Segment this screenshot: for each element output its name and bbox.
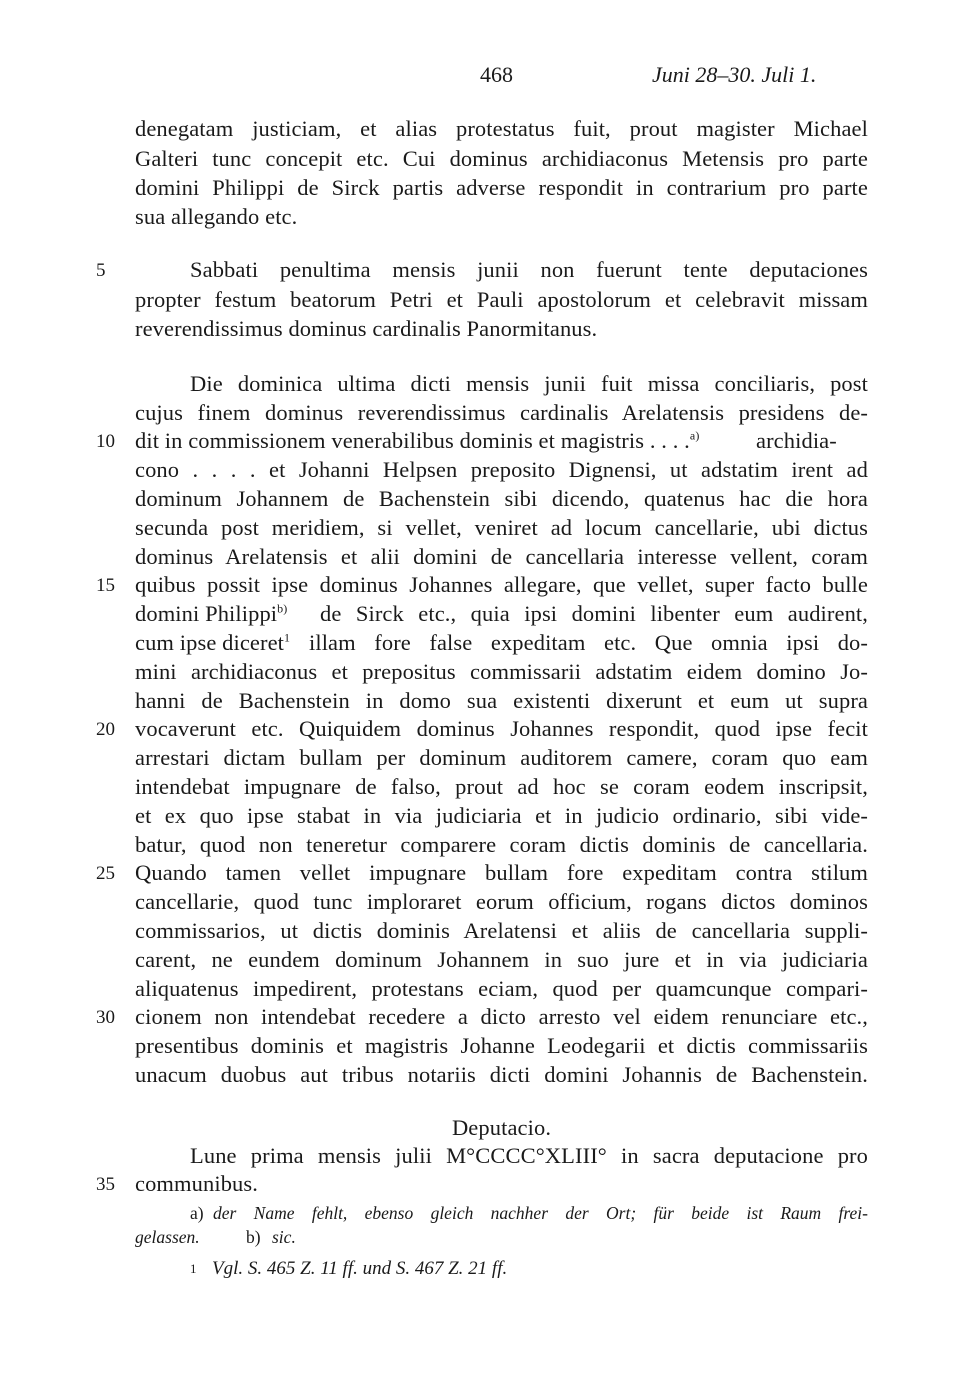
footnote-b-text: sic. — [272, 1227, 296, 1247]
text-line: cujus finem dominus reverendissimus cardinalis Arelatensis presidens de- — [135, 400, 868, 425]
text-line: cionem non intendebat recedere a dicto arresto vel eidem renunciare etc., — [135, 1004, 868, 1029]
text-line: secunda post meridiem, si vellet, veniret ad locum cancellarie, ubi dictus — [135, 515, 868, 540]
text-line: vocaverunt etc. Quiquidem dominus Johannes respondit, quod ipse fecit — [135, 716, 868, 741]
text-line: Quando tamen vellet impugnare bullam fore expeditam contra stilum — [135, 860, 868, 885]
text-line: dominus Arelatensis et alii domini de cancellaria interesse vellent, coram — [135, 544, 868, 569]
text-line: cono . . . . et Johanni Helpsen preposito Dignensi, ut adstatim irent ad — [135, 457, 868, 482]
text-line: domini Philippi de Sirck partis adverse respondit in contrarium pro parte — [135, 175, 868, 200]
text-line: hanni de Bachenstein in domo sua existenti dixerunt et eum ut supra — [135, 688, 868, 713]
footnote-1-text: Vgl. S. 465 Z. 11 ff. und S. 467 Z. 21 ff. — [212, 1258, 508, 1279]
text-line: batur, quod non teneretur comparere coram dictis dominis de cancellaria. — [135, 832, 868, 857]
text-line: Die dominica ultima dicti mensis junii fuit missa conciliaris, post — [190, 371, 868, 396]
footnote-a-continuation: gelassen. — [135, 1227, 200, 1247]
text-line — [135, 629, 290, 656]
text-line: intendebat impugnare de falso, prout ad hoc se coram eodem inscripsit, — [135, 774, 868, 799]
text-line: commissarios, ut dictis dominis Arelatensi et aliis de cancellaria suppli- — [135, 918, 868, 943]
text-line: quibus possit ipse dominus Johannes allegare, que vellet, super facto bulle — [135, 572, 868, 597]
text-segment: domini Philippi — [135, 601, 278, 626]
text-segment: cum ipse diceret — [135, 630, 285, 655]
text-line: mini archidiaconus et prepositus commissarii adstatim eidem domino Jo- — [135, 659, 868, 684]
text-line: sua allegando etc. — [135, 204, 298, 229]
footnote-a-mark: a) — [190, 1203, 204, 1223]
footnote-1-mark: 1 — [190, 1261, 197, 1276]
margin-line-number: 10 — [96, 431, 115, 452]
text-line: presentibus dominis et magistris Johanne Leodegarii et dictis commissariis — [135, 1033, 868, 1058]
text-segment: archidia- — [756, 428, 837, 453]
text-line: propter festum beatorum Petri et Pauli apostolorum et celebravit missam — [135, 287, 868, 312]
text-line: et ex quo ipse stabat in via judiciaria et in judicio ordinario, sibi vide- — [135, 803, 868, 828]
footnote-a-text: der Name fehlt, ebenso gleich nachher der Ort; für beide ist Raum frei- — [213, 1203, 868, 1223]
text-line: unacum duobus aut tribus notariis dicti domini Johannis de Bachenstein. — [135, 1062, 868, 1087]
margin-line-number: 35 — [96, 1174, 115, 1195]
footnote-ref-a: a) — [689, 428, 700, 443]
text-line: cancellarie, quod tunc imploraret eorum officium, rogans dictos dominos — [135, 889, 868, 914]
page-number: 468 — [480, 62, 513, 87]
text-line: arrestari dictam bullam per dominum auditorem camere, coram quo eam — [135, 745, 868, 770]
text-line: communibus. — [135, 1171, 258, 1196]
margin-line-number: 5 — [96, 260, 106, 281]
text-line: dominum Johannem de Bachenstein sibi dicendo, quatenus hac die hora — [135, 486, 868, 511]
text-line: reverendissimus dominus cardinalis Panormitanus. — [135, 316, 598, 341]
text-segment: dit in commissionem venerabilibus dominis et magistris . . . . — [135, 428, 690, 453]
text-line: Sabbati penultima mensis junii non fuerunt tente deputaciones — [190, 257, 868, 282]
text-line: Galteri tunc concepit etc. Cui dominus archidiaconus Metensis pro parte — [135, 146, 868, 171]
footnote-ref-1: 1 — [284, 630, 291, 645]
margin-line-number: 15 — [96, 575, 115, 596]
footnote-ref-b: b) — [277, 601, 288, 616]
margin-line-number: 20 — [96, 719, 115, 740]
margin-line-number: 25 — [96, 863, 115, 884]
text-line: carent, ne eundem dominum Johannem in suo jure et in via judiciaria — [135, 947, 868, 972]
text-segment: de Sirck etc., quia ipsi domini libenter eum audirent, — [320, 601, 868, 626]
text-line: Lune prima mensis julii M°CCCC°XLIII° in sacra deputacione pro — [190, 1143, 868, 1168]
running-title: Juni 28–30. Juli 1. — [652, 62, 817, 87]
text-line — [135, 600, 287, 627]
section-heading: Deputacio. — [451, 1115, 552, 1140]
text-segment: illam fore false expeditam etc. Que omnia ipsi do- — [309, 630, 868, 655]
text-line — [135, 427, 699, 454]
footnote-b-mark: b) — [246, 1227, 261, 1247]
text-line: aliquatenus impedirent, protestans eciam, quod per quamcunque compari- — [135, 976, 868, 1001]
margin-line-number: 30 — [96, 1007, 115, 1028]
text-line: denegatam justiciam, et alias protestatus fuit, prout magister Michael — [135, 116, 868, 141]
